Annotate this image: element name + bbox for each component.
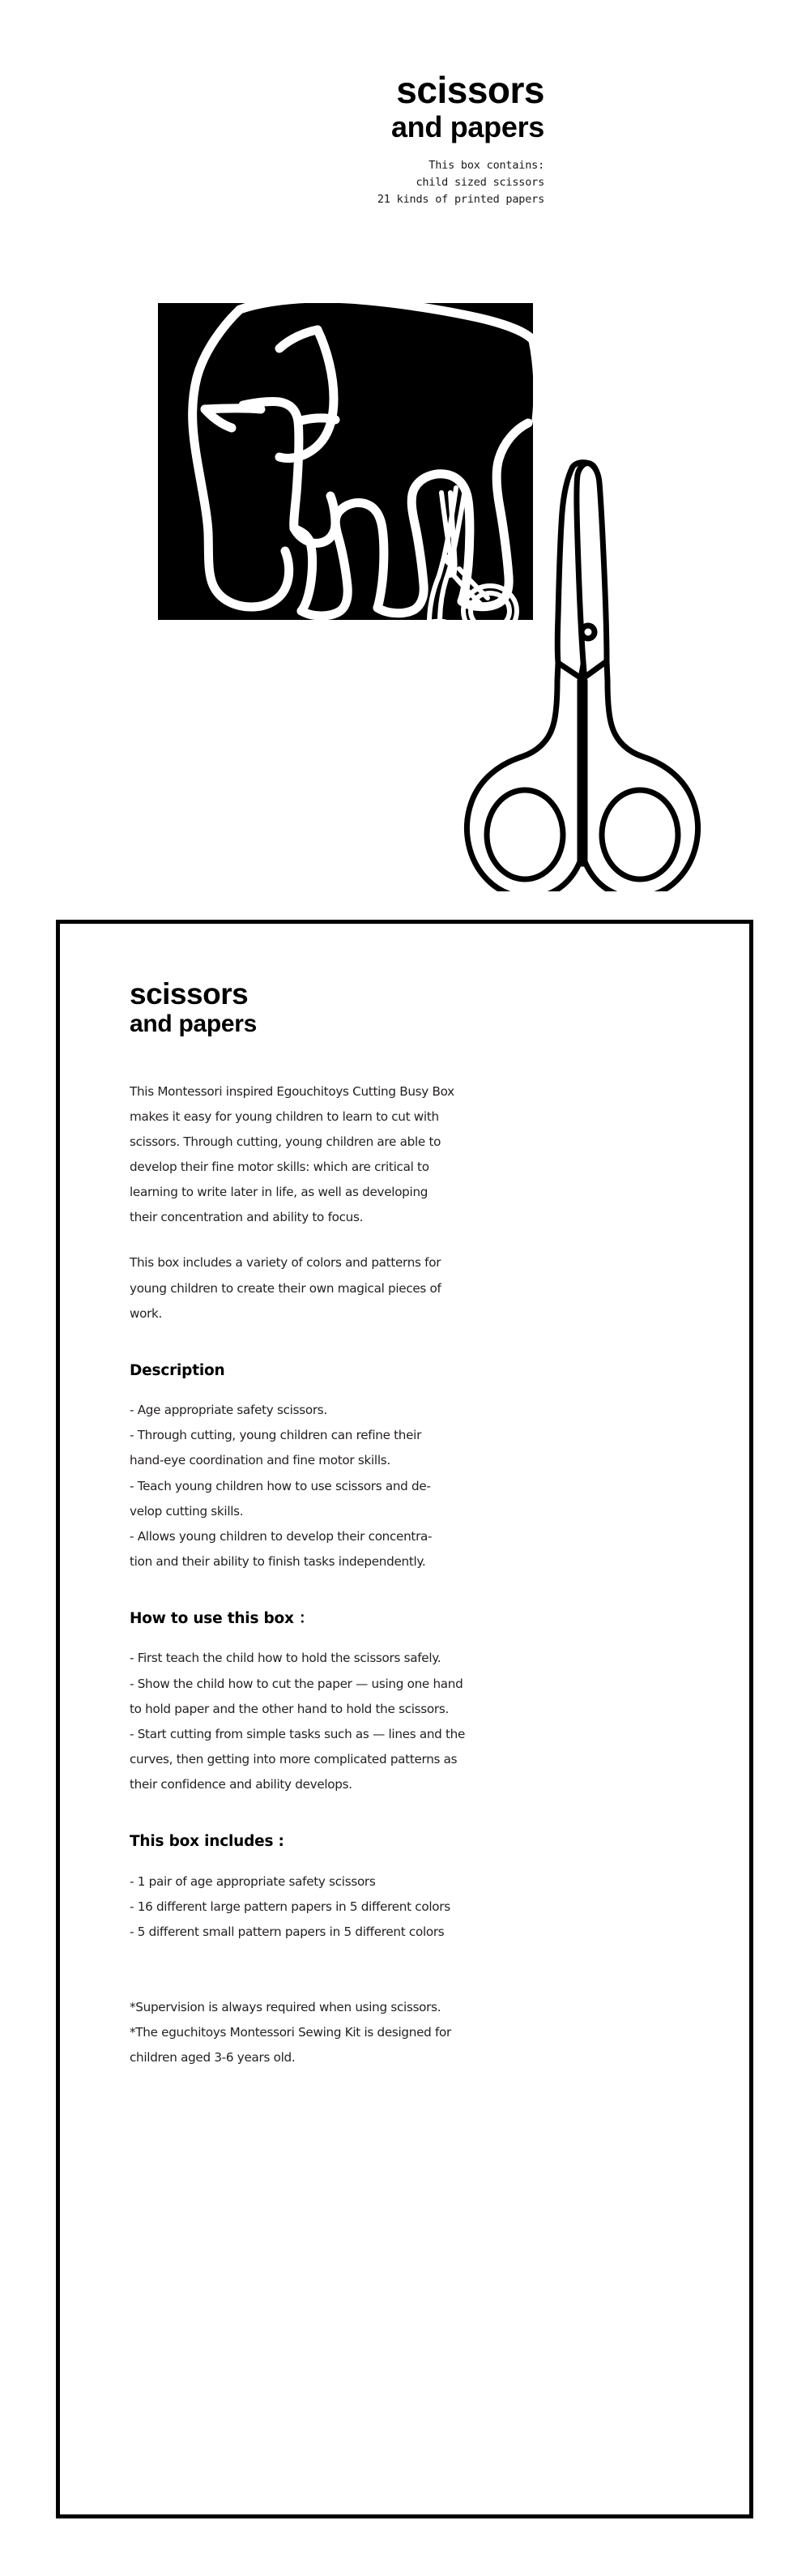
- section-line: - 1 pair of age appropriate safety scissors: [130, 1873, 376, 1889]
- paragraph-line: work.: [130, 1305, 163, 1321]
- description-card: [56, 920, 753, 2518]
- page-title-line1: scissors: [396, 69, 544, 111]
- paragraph-line: This box includes a variety of colors and patterns for: [130, 1255, 441, 1271]
- paragraph-line: scissors. Through cutting, young children are able to: [130, 1134, 441, 1149]
- card-title-line1: scissors: [130, 977, 249, 1010]
- footnote-line: *The eguchitoys Montessori Sewing Kit is designed for: [130, 2025, 451, 2040]
- paragraph: [130, 1079, 689, 1231]
- section-line: - First teach the child how to hold the scissors safely.: [130, 1651, 441, 1666]
- paragraph-line: This Montessori inspired Egouchitoys Cutting Busy Box: [130, 1083, 454, 1099]
- card-title-line2: and papers: [130, 1010, 258, 1037]
- section-box-includes: [130, 1833, 689, 1945]
- footnote-line: *Supervision is always required when using scissors.: [130, 1999, 441, 2014]
- box-contains-line: 21 kinds of printed papers: [377, 192, 544, 206]
- paragraph-line: young children to create their own magical pieces of: [130, 1280, 441, 1296]
- section-line: - Allows young children to develop their concentra-: [130, 1528, 433, 1544]
- section-body: [130, 1869, 689, 1945]
- box-contains-caption: [0, 157, 544, 208]
- section-line: curves, then getting into more complicated patterns as: [130, 1752, 458, 1766]
- section-line: - Through cutting, young children can refine their: [130, 1428, 422, 1443]
- section-body: [130, 1398, 689, 1574]
- section-line: hand-eye coordination and fine motor skills.: [130, 1453, 390, 1468]
- page-title-line2: and papers: [390, 110, 544, 143]
- section-line: to hold paper and the other hand to hold the scissors.: [130, 1701, 449, 1716]
- section-line: velop cutting skills.: [130, 1503, 244, 1519]
- footnotes: [130, 1995, 689, 2070]
- paragraph-line: develop their fine motor skills: which are critical to: [130, 1159, 429, 1174]
- section-line: - 5 different small pattern papers in 5 different colors: [130, 1924, 445, 1939]
- paragraph-line: learning to write later in life, as well as developing: [130, 1185, 428, 1200]
- section-body: [130, 1646, 689, 1797]
- section-line: - Start cutting from simple tasks such as — lines and the: [130, 1726, 466, 1741]
- paragraph: [130, 1250, 689, 1326]
- box-contains-line: This box contains:: [428, 158, 544, 172]
- paragraph-line: makes it easy for young children to learn to cut with: [130, 1109, 439, 1124]
- section-description: [130, 1362, 689, 1574]
- section-line: - Age appropriate safety scissors.: [130, 1403, 327, 1418]
- box-contains-line: child sized scissors: [416, 175, 544, 189]
- section-line: - Teach young children how to use scissors and de-: [130, 1478, 431, 1493]
- section-line: - 16 different large pattern papers in 5 different colors: [130, 1899, 450, 1914]
- section-line: their confidence and ability develops.: [130, 1777, 352, 1792]
- section-line: - Show the child how to cut the paper — using one hand: [130, 1676, 463, 1691]
- intro-paragraphs: [130, 1079, 689, 1326]
- footnote-line: children aged 3-6 years old.: [130, 2050, 296, 2065]
- paragraph-line: their concentration and ability to focus.: [130, 1210, 364, 1225]
- section-how-to-use: [130, 1610, 689, 1797]
- section-heading: This box includes :: [130, 1833, 284, 1851]
- page-header: [0, 71, 544, 208]
- section-heading: Description: [130, 1361, 225, 1379]
- hero-illustration: [0, 276, 810, 891]
- section-heading: How to use this box ：: [130, 1610, 314, 1628]
- section-line: tion and their ability to finish tasks independently.: [130, 1554, 426, 1570]
